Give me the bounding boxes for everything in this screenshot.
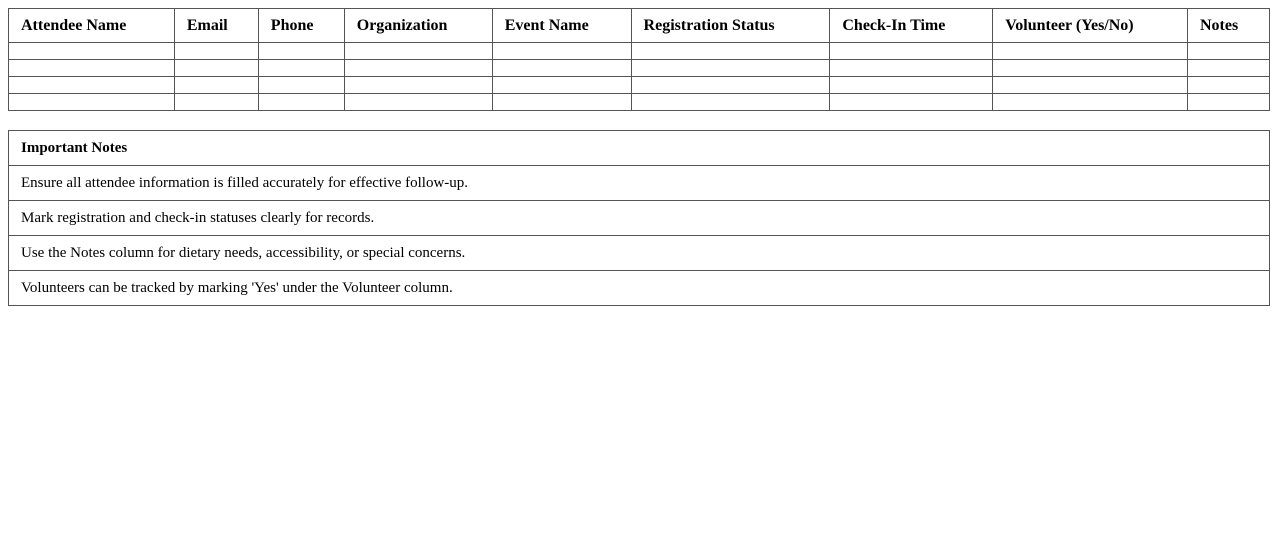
- column-header-attendee-name: Attendee Name: [9, 9, 175, 43]
- cell-event-name[interactable]: [492, 43, 631, 60]
- note-item: Use the Notes column for dietary needs, accessibility, or special concerns.: [9, 236, 1270, 271]
- cell-attendee-name[interactable]: [9, 94, 175, 111]
- cell-email[interactable]: [174, 77, 258, 94]
- notes-row: [9, 201, 1270, 236]
- cell-email[interactable]: [174, 60, 258, 77]
- cell-notes[interactable]: [1187, 60, 1269, 77]
- cell-volunteer[interactable]: [993, 77, 1188, 94]
- cell-notes[interactable]: [1187, 43, 1269, 60]
- table-row: [9, 94, 1270, 111]
- cell-check-in-time[interactable]: [830, 43, 993, 60]
- cell-phone[interactable]: [258, 43, 344, 60]
- notes-header-row: [9, 131, 1270, 166]
- cell-organization[interactable]: [344, 60, 492, 77]
- cell-phone[interactable]: [258, 94, 344, 111]
- column-header-volunteer: Volunteer (Yes/No): [993, 9, 1188, 43]
- cell-event-name[interactable]: [492, 77, 631, 94]
- column-header-phone: Phone: [258, 9, 344, 43]
- cell-event-name[interactable]: [492, 60, 631, 77]
- column-header-email: Email: [174, 9, 258, 43]
- table-row: [9, 43, 1270, 60]
- table-row: [9, 77, 1270, 94]
- cell-registration-status[interactable]: [631, 94, 830, 111]
- important-notes-table: [8, 130, 1270, 306]
- cell-organization[interactable]: [344, 94, 492, 111]
- cell-attendee-name[interactable]: [9, 60, 175, 77]
- notes-heading: Important Notes: [9, 131, 1270, 166]
- cell-phone[interactable]: [258, 77, 344, 94]
- notes-row: [9, 236, 1270, 271]
- cell-check-in-time[interactable]: [830, 77, 993, 94]
- column-header-event-name: Event Name: [492, 9, 631, 43]
- cell-event-name[interactable]: [492, 94, 631, 111]
- cell-email[interactable]: [174, 94, 258, 111]
- notes-row: [9, 166, 1270, 201]
- note-item: Mark registration and check-in statuses clearly for records.: [9, 201, 1270, 236]
- cell-volunteer[interactable]: [993, 60, 1188, 77]
- note-item: Volunteers can be tracked by marking 'Yes' under the Volunteer column.: [9, 271, 1270, 306]
- column-header-check-in-time: Check-In Time: [830, 9, 993, 43]
- notes-row: [9, 271, 1270, 306]
- cell-phone[interactable]: [258, 60, 344, 77]
- cell-organization[interactable]: [344, 43, 492, 60]
- cell-notes[interactable]: [1187, 77, 1269, 94]
- cell-registration-status[interactable]: [631, 60, 830, 77]
- cell-check-in-time[interactable]: [830, 60, 993, 77]
- column-header-registration-status: Registration Status: [631, 9, 830, 43]
- cell-notes[interactable]: [1187, 94, 1269, 111]
- cell-organization[interactable]: [344, 77, 492, 94]
- table-header-row: [9, 9, 1270, 43]
- attendee-table: [8, 8, 1270, 111]
- cell-attendee-name[interactable]: [9, 43, 175, 60]
- cell-attendee-name[interactable]: [9, 77, 175, 94]
- cell-volunteer[interactable]: [993, 43, 1188, 60]
- table-row: [9, 60, 1270, 77]
- column-header-organization: Organization: [344, 9, 492, 43]
- column-header-notes: Notes: [1187, 9, 1269, 43]
- note-item: Ensure all attendee information is filled accurately for effective follow-up.: [9, 166, 1270, 201]
- cell-volunteer[interactable]: [993, 94, 1188, 111]
- cell-registration-status[interactable]: [631, 77, 830, 94]
- cell-email[interactable]: [174, 43, 258, 60]
- cell-registration-status[interactable]: [631, 43, 830, 60]
- cell-check-in-time[interactable]: [830, 94, 993, 111]
